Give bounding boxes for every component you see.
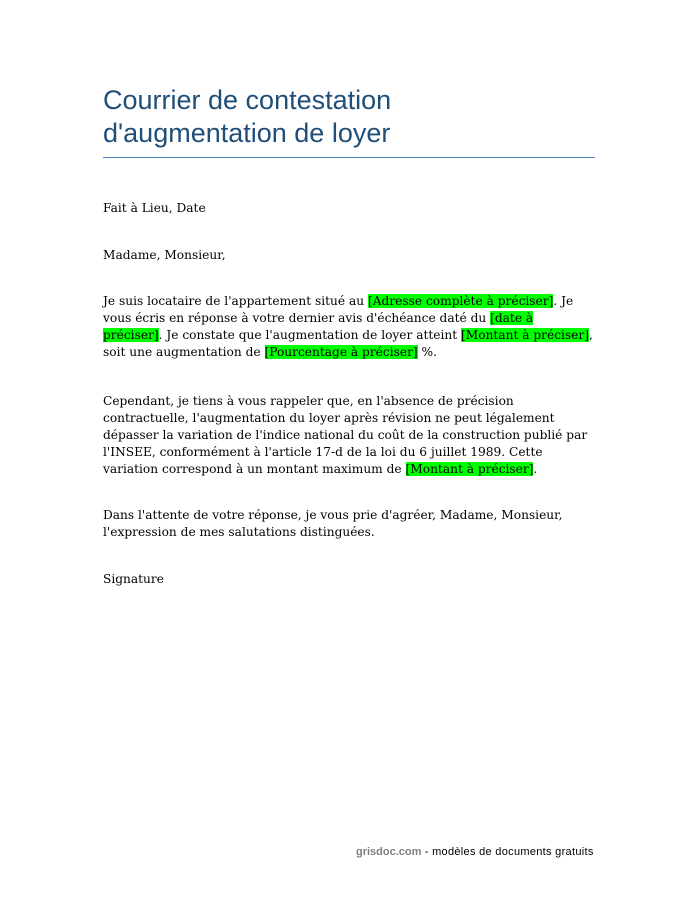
text: Je suis locataire de l'appartement situé au: [103, 294, 368, 308]
signature: Signature: [103, 572, 164, 586]
placeholder-percentage: [Pourcentage à préciser]: [264, 345, 418, 359]
footer-tagline: - modèles de documents gratuits: [421, 846, 594, 858]
placeholder-address: [Adresse complète à préciser]: [367, 294, 554, 308]
document-title: [103, 84, 595, 150]
text: Cependant, je tiens à vous rappeler que, en l'absence de précision contractuelle, l'augmentation du loyer après révision ne peut légalement dépasser la variation de l'indice national du coût de la construction publié par l'INSEE, conformément à l'article 17-d de la loi du 6 juillet 1989. Cette variation correspond à un montant maximum de: [103, 394, 588, 476]
title-underline: [103, 157, 595, 158]
footer: [356, 846, 596, 858]
placeholder-max-amount: [Montant à préciser]: [405, 462, 534, 476]
footer-brand-link[interactable]: grisdoc.com: [356, 846, 422, 858]
text: . Je vous écris en réponse à votre dernier avis d'échéance daté du: [103, 294, 574, 325]
paragraph-1: [103, 293, 595, 361]
place-date: Fait à Lieu, Date: [103, 201, 206, 215]
text: .: [533, 462, 538, 476]
text: %.: [417, 345, 438, 359]
title-line-1: Courrier de contestation: [103, 85, 392, 115]
title-line-2: d'augmentation de loyer: [103, 118, 391, 148]
closing-paragraph: Dans l'attente de votre réponse, je vous prie d'agréer, Madame, Monsieur, l'expression de mes salutations distinguées.: [103, 508, 563, 539]
paragraph-2: [103, 393, 595, 478]
placeholder-date: [date à préciser]: [103, 311, 534, 342]
salutation: Madame, Monsieur,: [103, 248, 226, 262]
placeholder-amount: [Montant à préciser]: [461, 328, 589, 342]
text: . Je constate que l'augmentation de loyer atteint: [158, 328, 462, 342]
text: , soit une augmentation de: [103, 328, 593, 359]
